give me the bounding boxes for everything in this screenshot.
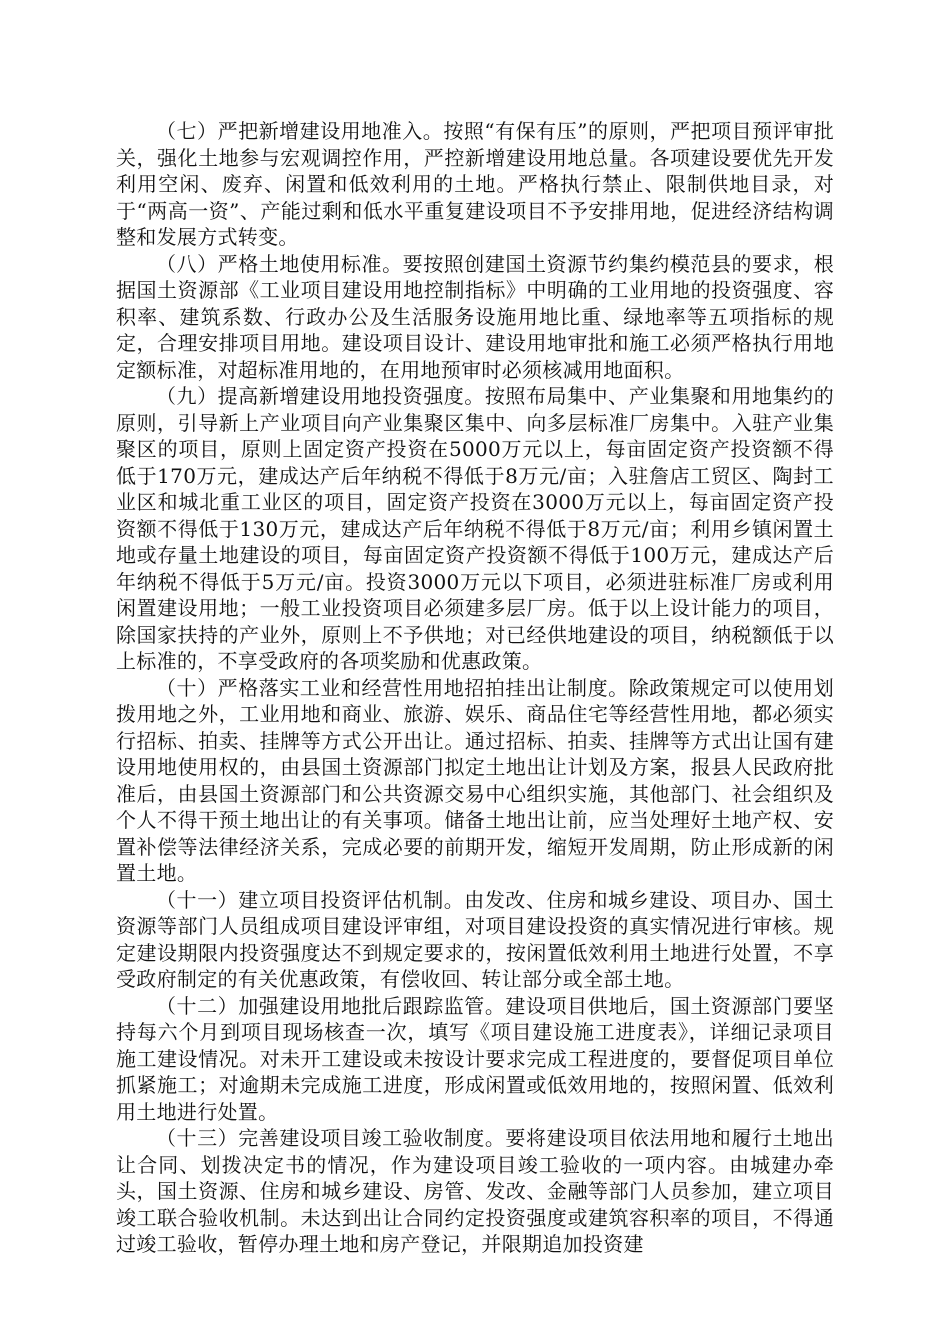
- paragraph-8: （八）严格土地使用标准。要按照创建国土资源节约集约模范县的要求，根据国土资源部《工业项目建设用地控制指标》中明确的工业用地的投资强度、容积率、建筑系数、行政办公及生活服务设施用地比重、绿地率等五项指标的规定，合理安排项目用地。建设项目设计、建设用地审批和施工必须严格执行用地定额标准，对超标准用地的，在用地预审时必须核减用地面积。: [116, 251, 834, 382]
- paragraph-11: （十一）建立项目投资评估机制。由发改、住房和城乡建设、项目办、国土资源等部门人员组成项目建设评审组，对项目建设投资的真实情况进行审核。规定建设期限内投资强度达不到规定要求的，按闲置低效利用土地进行处置，不享受政府制定的有关优惠政策，有偿收回、转让部分或全部土地。: [116, 887, 834, 991]
- paragraph-12: （十二）加强建设用地批后跟踪监管。建设项目供地后，国土资源部门要坚持每六个月到项目现场核查一次，填写《项目建设施工进度表》，详细记录项目施工建设情况。对未开工建设或未按设计要求完成工程进度的，要督促项目单位抓紧施工；对逾期未完成施工进度，形成闲置或低效用地的，按照闲置、低效利用土地进行处置。: [116, 993, 834, 1124]
- paragraph-13: （十三）完善建设项目竣工验收制度。要将建设项目依法用地和履行土地出让合同、划拨决定书的情况，作为建设项目竣工验收的一项内容。由城建办牵头，国土资源、住房和城乡建设、房管、发改、金融等部门人员参加，建立项目竣工联合验收机制。未达到出让合同约定投资强度或建筑容积率的项目，不得通过竣工验收，暂停办理土地和房产登记，并限期追加投资建: [116, 1126, 834, 1256]
- document-body: [116, 118, 834, 1258]
- paragraph-10: （十）严格落实工业和经营性用地招拍挂出让制度。除政策规定可以使用划拨用地之外，工业用地和商业、旅游、娱乐、商品住宅等经营性用地，都必须实行招标、拍卖、挂牌等方式公开出让。通过招标、拍卖、挂牌等方式出让国有建设用地使用权的，由县国土资源部门拟定土地出让计划及方案，报县人民政府批准后，由县国土资源部门和公共资源交易中心组织实施，其他部门、社会组织及个人不得干预土地出让的有关事项。储备土地出让前，应当处理好土地产权、安置补偿等法律经济关系，完成必要的前期开发，缩短开发周期，防止形成新的闲置土地。: [116, 675, 834, 885]
- paragraph-7: （七）严把新增建设用地准入。按照“有保有压”的原则，严把项目预评审批关，强化土地参与宏观调控作用，严控新增建设用地总量。各项建设要优先开发利用空闲、废弃、闲置和低效利用的土地。严格执行禁止、限制供地目录，对于“两高一资”、产能过剩和低水平重复建设项目不予安排用地，促进经济结构调整和发展方式转变。: [116, 119, 834, 249]
- paragraph-9: （九）提高新增建设用地投资强度。按照布局集中、产业集聚和用地集约的原则，引导新上产业项目向产业集聚区集中、向多层标准厂房集中。入驻产业集聚区的项目，原则上固定资产投资在5000万元以上，每亩固定资产投资额不得低于170万元，建成达产后年纳税不得低于8万元/亩；入驻詹店工贸区、陶封工业区和城北重工业区的项目，固定资产投资在3000万元以上，每亩固定资产投资额不得低于130万元，建成达产后年纳税不得低于8万元/亩；利用乡镇闲置土地或存量土地建设的项目，每亩固定资产投资额不得低于100万元，建成达产后年纳税不得低于5万元/亩。投资3000万元以下项目，必须进驻标准厂房或利用闲置建设用地；一般工业投资项目必须建多层厂房。低于以上设计能力的项目，除国家扶持的产业外，原则上不予供地；对已经供地建设的项目，纳税额低于以上标准的，不享受政府的各项奖励和优惠政策。: [116, 384, 834, 673]
